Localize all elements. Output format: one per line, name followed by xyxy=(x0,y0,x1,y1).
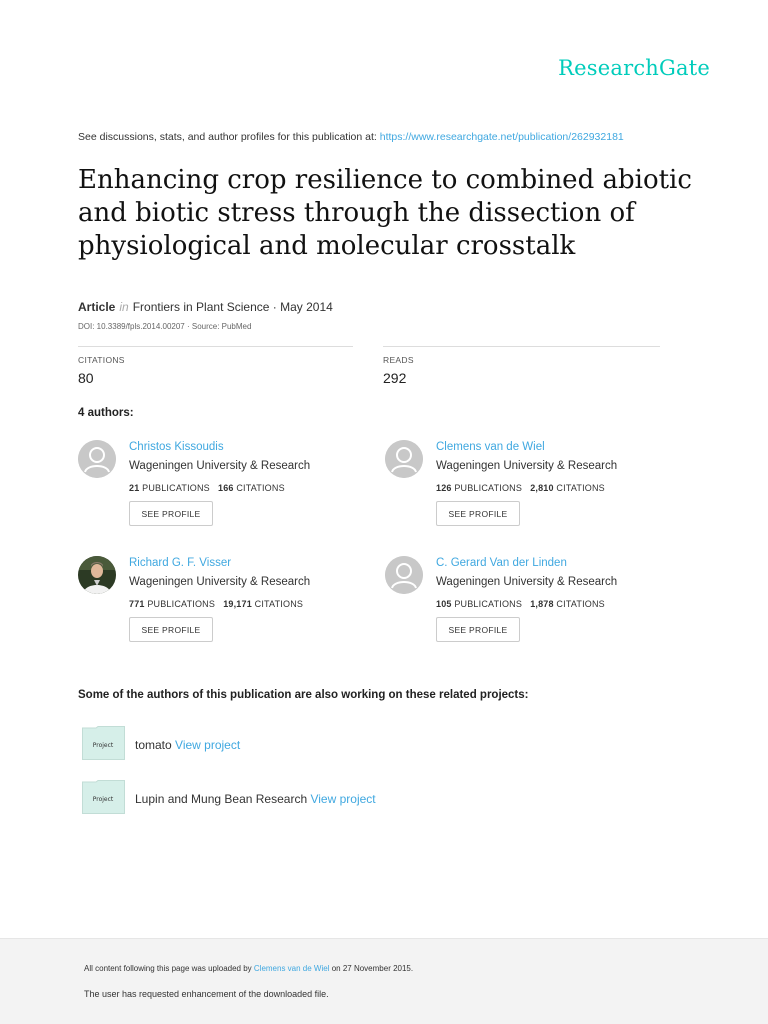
publications-label: PUBLICATIONS xyxy=(147,599,216,609)
project-badge: Project xyxy=(92,796,114,803)
author-photo-avatar[interactable] xyxy=(78,556,116,594)
publication-type: Article xyxy=(78,300,116,314)
publications-label: PUBLICATIONS xyxy=(142,483,210,493)
publication-meta xyxy=(78,300,333,314)
citation-count: 2,810 xyxy=(530,483,554,493)
citations-label: CITATIONS xyxy=(236,483,285,493)
publication-count: 105 xyxy=(436,599,452,609)
citations-label: CITATIONS xyxy=(78,355,125,365)
view-project-link[interactable]: View project xyxy=(175,738,241,752)
author-name-link[interactable]: Clemens van de Wiel xyxy=(436,441,545,453)
citations-label: CITATIONS xyxy=(254,599,304,609)
author-card xyxy=(385,556,685,656)
citation-count: 19,171 xyxy=(223,599,252,609)
view-project-link[interactable]: View project xyxy=(310,792,376,806)
citations-label: CITATIONS xyxy=(556,599,605,609)
project-text xyxy=(135,792,376,806)
author-institution: Wageningen University & Research xyxy=(436,460,618,472)
project-item xyxy=(82,726,682,762)
author-card xyxy=(78,556,378,656)
citation-count: 166 xyxy=(217,483,234,493)
author-stats xyxy=(436,483,605,493)
citations-label: CITATIONS xyxy=(556,483,605,493)
project-name: tomato xyxy=(135,738,172,752)
in-word: in xyxy=(119,300,129,314)
author-name-link[interactable]: C. Gerard Van der Linden xyxy=(436,557,567,569)
publications-label: PUBLICATIONS xyxy=(454,599,523,609)
journal-date: Frontiers in Plant Science · May 2014 xyxy=(132,300,333,314)
author-stats xyxy=(129,599,303,609)
see-profile-button[interactable]: SEE PROFILE xyxy=(129,501,213,526)
citations-value: 80 xyxy=(78,370,94,386)
avatar-placeholder-icon[interactable] xyxy=(385,440,423,478)
uploader-link[interactable]: Clemens van de Wiel xyxy=(253,964,330,973)
author-name-link[interactable]: Christos Kissoudis xyxy=(129,441,224,453)
doi-source: DOI: 10.3389/fpls.2014.00207 · Source: PubMed xyxy=(78,322,252,331)
citation-count: 1,878 xyxy=(530,599,554,609)
project-name: Lupin and Mung Bean Research xyxy=(135,792,308,806)
publications-label: PUBLICATIONS xyxy=(454,483,523,493)
upload-suffix: on 27 November 2015. xyxy=(329,964,414,973)
author-institution: Wageningen University & Research xyxy=(129,460,311,472)
author-card xyxy=(385,440,685,540)
project-folder-icon xyxy=(82,726,125,760)
discussion-line xyxy=(78,131,624,143)
author-name-link[interactable]: Richard G. F. Visser xyxy=(129,557,232,569)
enhancement-note: The user has requested enhancement of the downloaded file. xyxy=(84,989,329,999)
project-folder-icon xyxy=(82,780,125,814)
divider-right xyxy=(383,346,660,347)
avatar-placeholder-icon[interactable] xyxy=(385,556,423,594)
see-profile-button[interactable]: SEE PROFILE xyxy=(436,617,520,642)
author-institution: Wageningen University & Research xyxy=(129,576,311,588)
publication-count: 21 xyxy=(129,483,140,493)
author-institution: Wageningen University & Research xyxy=(436,576,618,588)
footer xyxy=(0,938,768,1024)
author-stats xyxy=(436,599,605,609)
reads-value: 292 xyxy=(383,370,407,386)
author-card xyxy=(78,440,378,540)
author-stats xyxy=(129,483,285,493)
researchgate-logo[interactable]: ResearchGate xyxy=(558,56,710,80)
publication-url-link[interactable]: https://www.researchgate.net/publication/262932181 xyxy=(379,131,624,143)
reads-label: READS xyxy=(383,355,414,365)
publication-count: 126 xyxy=(436,483,452,493)
authors-heading: 4 authors: xyxy=(78,407,134,419)
see-profile-button[interactable]: SEE PROFILE xyxy=(436,501,520,526)
upload-prefix: All content following this page was uploaded by xyxy=(84,964,254,973)
project-text xyxy=(135,738,240,752)
divider-left xyxy=(78,346,353,347)
publication-count: 771 xyxy=(129,599,145,609)
discussion-text: See discussions, stats, and author profiles for this publication at: xyxy=(78,131,380,143)
see-profile-button[interactable]: SEE PROFILE xyxy=(129,617,213,642)
avatar-placeholder-icon[interactable] xyxy=(78,440,116,478)
publication-title: Enhancing crop resilience to combined abiotic and biotic stress through the dissection of physiological and molecular crosstalk xyxy=(78,165,692,261)
project-badge: Project xyxy=(92,742,114,749)
upload-info xyxy=(84,964,413,973)
project-item xyxy=(82,780,682,816)
related-projects-heading: Some of the authors of this publication are also working on these related projects: xyxy=(78,689,529,701)
